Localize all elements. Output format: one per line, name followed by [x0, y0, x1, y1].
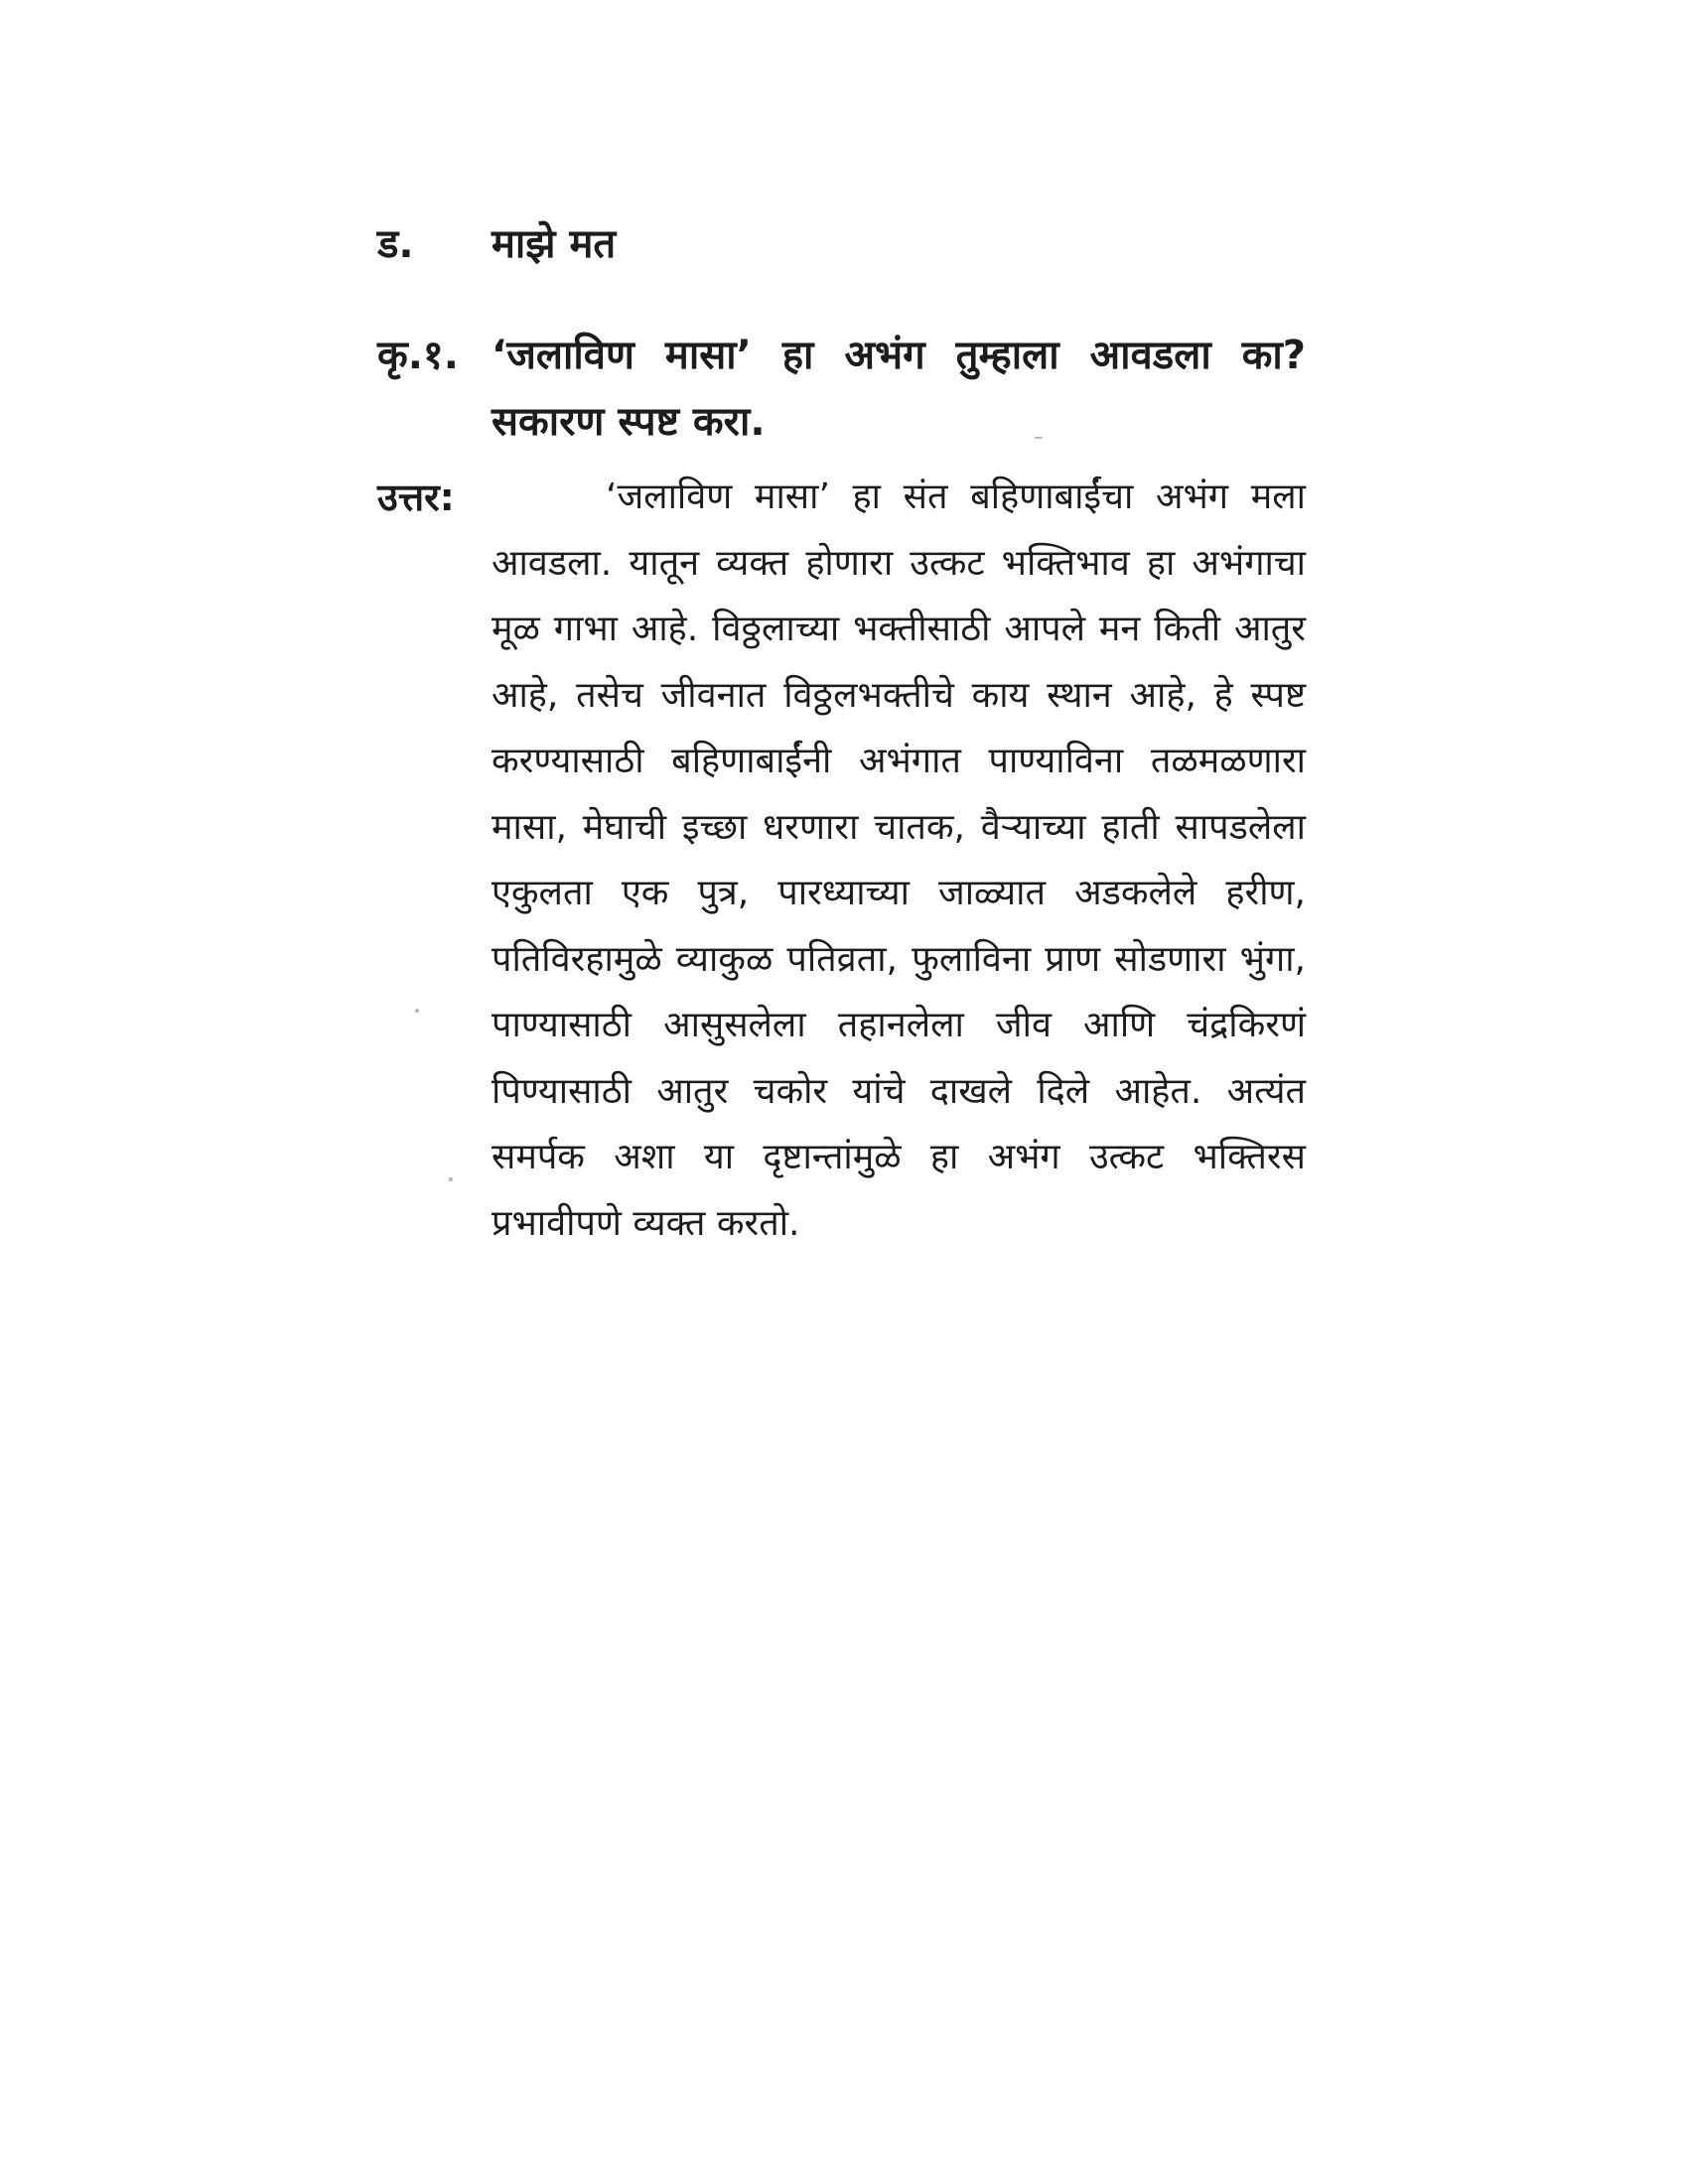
scan-speck	[449, 1177, 453, 1181]
answer-block	[377, 465, 1306, 1257]
question-number: कृ.१.	[377, 333, 459, 378]
question-block	[377, 323, 1306, 456]
section-marker: ड.	[377, 221, 414, 267]
section-title: माझे मत	[492, 221, 617, 267]
section-heading	[377, 218, 616, 270]
question-text: ‘जलाविण मासा’ हा अभंग तुम्हाला आवडला का? सकारण स्पष्ट करा.	[492, 333, 1306, 445]
answer-label: उत्तर:	[377, 476, 455, 519]
answer-paragraph: ‘जलाविण मासा’ हा संत बहिणाबाईंचा अभंग मला आवडला. यातून व्यक्त होणारा उत्कट भक्तिभाव हा अभंगाचा मूळ गाभा आहे. विठ्ठलाच्या भक्तीसाठी आपले मन किती आतुर आहे, तसेच जीवनात विठ्ठलभक्तीचे काय स्थान आहे, हे स्पष्ट करण्यासाठी बहिणाबाईंनी अभंगात पाण्याविना तळमळणारा मासा, मेघाची इच्छा धरणारा चातक, वैऱ्याच्या हाती सापडलेला एकुलता एक पुत्र, पारध्याच्या जाळ्यात अडकलेले हरीण, पतिविरहामुळे व्याकुळ पतिव्रता, फुलाविना प्राण सोडणारा भुंगा, पाण्यासाठी आसुसलेला तहानलेला जीव आणि चंद्रकिरणं पिण्यासाठी आतुर चकोर यांचे दाखले दिले आहेत. अत्यंत समर्पक अशा या दृष्टान्तांमुळे हा अभंग उत्कट भक्तिरस प्रभावीपणे व्यक्त करतो.	[492, 477, 1306, 1244]
scan-speck	[415, 1009, 419, 1013]
scan-speck	[1035, 437, 1043, 439]
